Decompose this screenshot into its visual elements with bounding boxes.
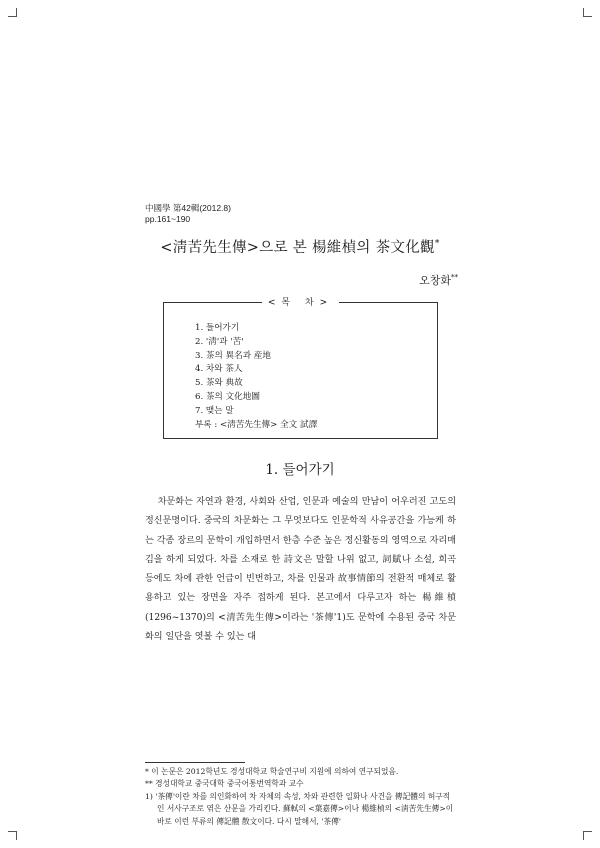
journal-pages: pp.161~190 (145, 214, 191, 224)
title-footnote-mark: * (434, 239, 440, 250)
footnote: * 이 논문은 2012학년도 경성대학교 학술연구비 지원에 의하여 연구되었음. (145, 767, 399, 776)
body-text (145, 493, 456, 647)
toc-item: 7. 맺는 말 (195, 405, 234, 416)
toc-item: 부록 : <淸苦先生傳> 全文 試譯 (195, 419, 318, 430)
crop-mark-top-right (583, 8, 592, 17)
crop-mark-bottom-right (583, 831, 592, 840)
toc-item: 5. 茶와 典故 (195, 378, 243, 389)
footnote: ** 경성대학교 중국대학 중국어통번역학과 교수 (145, 779, 304, 789)
footnote: 1) '茶傳'이란 차를 의인화하여 차 자체의 속성, 차와 관련한 일화나 사건을 傳記體의 허구적인 서사구조로 엮은 산문을 가리킨다. 蘇軾의 <葉嘉傳>이나 楊維楨의 <淸苦先生傳>이 바로 이런 부류의 傳記體 散文이다. 다시 말해서, '茶傳' (145, 791, 454, 826)
author (419, 272, 458, 288)
footnotes (145, 766, 456, 828)
toc-item: 2. '淸'과 '苦' (195, 336, 244, 347)
toc-item: 4. 차와 茶人 (195, 364, 243, 375)
paper-title-text: <淸苦先生傳>으로 본 楊維楨의 茶文化觀 (160, 240, 435, 256)
body-paragraph: 차문화는 자연과 환경, 사회와 산업, 인문과 예술의 만남이 어우러진 고도의 정신문명이다. 중국의 차문화는 그 무엇보다도 인문학적 사유공간을 가능케 하는 각종 장르의 문학이 개입하면서 한층 수준 높은 정신활동의 영역으로 자리매김을 하게 되었다. 차를 소재로 한 詩文은 말할 나위 없고, 詞賦나 소설, 희곡 등에도 차에 관한 언급이 빈번하고, 차를 인물과 故事情節의 전환적 매체로 활용하고 있는 장면을 자주 접하게 된다. 본고에서 다루고자 하는 楊維楨(1296~1370)의 <淸苦先生傳>이라는 '茶傳'1)도 문학에 수용된 중국 차문화의 일단을 엿볼 수 있는 대 (145, 497, 456, 643)
toc-heading-text: <목 차> (262, 298, 339, 308)
toc-item: 1. 들어가기 (195, 323, 240, 333)
paper-title (0, 236, 600, 257)
journal-info (145, 203, 231, 225)
crop-mark-top-left (8, 8, 17, 17)
footnote-divider (145, 762, 245, 763)
toc-list (195, 322, 317, 432)
crop-mark-bottom-left (8, 831, 17, 840)
toc-item: 6. 茶의 文化地圖 (195, 391, 260, 402)
toc-heading (163, 295, 438, 308)
section-heading: 1. 들어가기 (265, 462, 335, 478)
author-footnote-mark: ** (451, 273, 458, 282)
journal-name: 中國學 第42輯(2012.8) (145, 203, 231, 213)
toc-item: 3. 茶의 異名과 産地 (195, 350, 271, 361)
author-name: 오창화 (419, 274, 451, 287)
